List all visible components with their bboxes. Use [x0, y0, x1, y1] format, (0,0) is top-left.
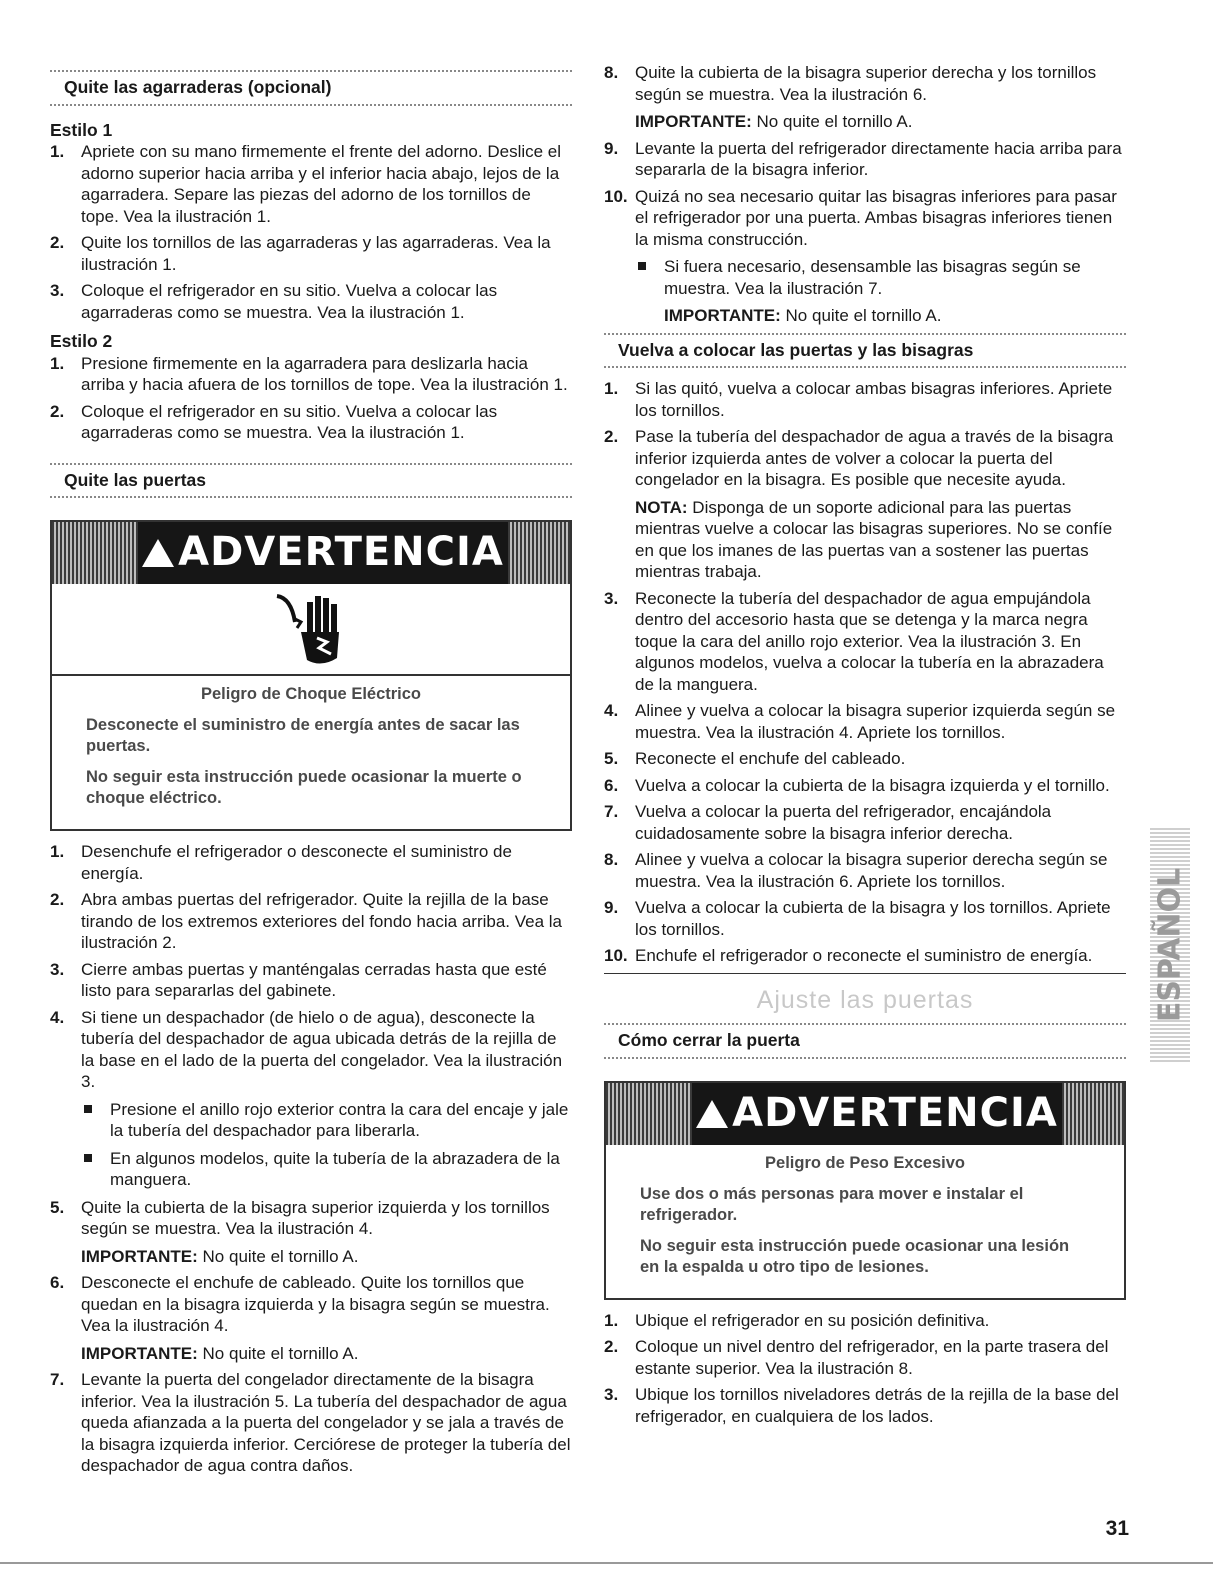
bullet-square-icon [84, 1154, 92, 1162]
section-heading-replace-doors: Vuelva a colocar las puertas y las bisagras [618, 339, 974, 360]
list-item: 2. Coloque un nivel dentro del refrigerador, en la parte trasera del estante superior. Vea la ilustración 8. [604, 1337, 1109, 1378]
list-item: 3. Cierre ambas puertas y manténgalas cerradas hasta que esté listo para separarlas del gabinete. [50, 959, 547, 1000]
style2-list [50, 353, 572, 444]
list-item: 7. Vuelva a colocar la puerta del refrigerador, encajándola cuidadosamente sobre la bisagra inferior derecha. [604, 802, 1052, 843]
remove-doors-steps [50, 841, 572, 1477]
warning-banner-text: ADVERTENCIA [732, 1089, 1058, 1136]
list-item: 9. Levante la puerta del refrigerador directamente hacia arriba para separarla de la bisagra inferior. [604, 138, 1122, 179]
list-item: 3. Coloque el refrigerador en su sitio. Vuelva a colocar las agarraderas como se muestra. Vea la ilustración 1. [50, 281, 498, 322]
list-item: 8. Alinee y vuelva a colocar la bisagra superior derecha según se muestra. Vea la ilustración 6. Apriete los tornillos. [604, 850, 1108, 891]
list-item: 3. Ubique los tornillos niveladores detrás de la rejilla de la base del refrigerador, en cualquiera de los lados. [604, 1385, 1119, 1426]
list-item: 4. Alinee y vuelva a colocar la bisagra superior izquierda según se muestra. Vea la ilustración 4. Apriete los tornillos. [604, 701, 1116, 742]
replace-doors-steps [604, 378, 1126, 967]
warning-text: Desconecte el suministro de energía antes de sacar las puertas. [86, 716, 520, 755]
warning-banner [606, 1083, 1124, 1145]
warning-banner [52, 522, 570, 584]
important-note: IMPORTANTE: No quite el tornillo A. [81, 1343, 359, 1363]
bullet-item: En algunos modelos, quite la tubería de la abrazadera de la manguera. [81, 1148, 572, 1191]
bullet-square-icon [638, 262, 646, 270]
section-heading-remove-handles: Quite las agarraderas (opcional) [64, 77, 332, 97]
page-bottom-rule [0, 1562, 1213, 1564]
subheading-style-1: Estilo 1 [50, 119, 113, 140]
bullet-list [635, 256, 1126, 327]
list-item: 2. Quite los tornillos de las agarraderas y las agarraderas. Vea la ilustración 1. [50, 233, 551, 274]
warning-title: Peligro de Peso Excesivo [765, 1153, 965, 1172]
warning-text: No seguir esta instrucción puede ocasionar la muerte o choque eléctrico. [86, 768, 522, 807]
close-door-steps [604, 1310, 1126, 1428]
list-item: 1. Presione firmemente en la agarradera para deslizarla hacia arriba y hacia afuera de los tornillos de tope. Vea la ilustración 1. [50, 353, 568, 394]
list-item: 3. Reconecte la tubería del despachador de agua empujándola dentro del accesorio hasta que se detenga y la marca negra toque la cara del anillo rojo exterior. Vea la ilustración 3. En algunos modelos, vuelva a colocar la tubería en la abrazadera de la manguera. [604, 588, 1104, 694]
list-item: 2. Coloque el refrigerador en su sitio. Vuelva a colocar las agarraderas como se muestra. Vea la ilustración 1. [50, 401, 498, 442]
warning-box-electric-shock [50, 520, 572, 831]
list-item: 9. Vuelva a colocar la cubierta de la bisagra y los tornillos. Apriete los tornillos. [604, 898, 1111, 939]
important-note: IMPORTANTE: No quite el tornillo A. [664, 306, 942, 325]
warning-text: No seguir esta instrucción puede ocasionar una lesión en la espalda u otro tipo de lesiones. [640, 1236, 1070, 1276]
divider [50, 104, 572, 106]
section-heading-close-door: Cómo cerrar la puerta [618, 1030, 800, 1050]
bullet-item: Si fuera necesario, desensamble las bisagras según se muestra. Vea la ilustración 7. IMPORTANTE: No quite el tornillo A. [635, 256, 1126, 327]
right-column [604, 0, 1126, 1432]
left-column [50, 0, 572, 1482]
list-item: 8. Quite la cubierta de la bisagra superior derecha y los tornillos según se muestra. Vea la ilustración 6. IMPORTANTE: No quite el tornillo A. [604, 62, 1126, 133]
bullet-square-icon [84, 1105, 92, 1113]
warning-title: Peligro de Choque Eléctrico [200, 685, 422, 703]
important-note: IMPORTANTE: No quite el tornillo A. [81, 1246, 359, 1266]
page-number: 31 [1105, 1517, 1129, 1540]
electric-shock-icon [52, 584, 570, 676]
list-item: 4. Si tiene un despachador (de hielo o de agua), desconecte la tubería del despachador de agua ubicada detrás de la rejilla de la base en el lado de la puerta del congelador. Vea la ilustración 3. Presione el anillo rojo exterior contra la cara del encaje y jale la tubería del despachador para liberarla. En algunos modelos, quite la tubería de la abrazadera de la manguera. [50, 1007, 572, 1191]
list-item: 1. Desenchufe el refrigerador o desconecte el suministro de energía. [50, 842, 512, 883]
list-item: 1. Ubique el refrigerador en su posición definitiva. [604, 1310, 990, 1330]
list-item: 6. Vuelva a colocar la cubierta de la bisagra izquierda y el tornillo. [604, 775, 1110, 795]
list-item: 1. Apriete con su mano firmemente el frente del adorno. Deslice el adorno superior hacia arriba y el inferior hacia abajo, lejos de la agarradera. Separe las piezas del adorno de los tornillos de tope. Vea la ilustración 1. [50, 142, 562, 226]
bullet-item: Presione el anillo rojo exterior contra la cara del encaje y jale la tubería del despachador para liberarla. [81, 1099, 572, 1142]
warning-text: Use dos o más personas para mover e instalar el refrigerador. [640, 1184, 1024, 1224]
list-item: 10. Quizá no sea necesario quitar las bisagras inferiores para pasar el refrigerador por una puerta. Ambas bisagras inferiores tienen la misma construcción. Si fuera necesario, desensamble las bisagras según se muestra. Vea la ilustración 7. IMPORTANTE: No quite el tornillo A. [604, 186, 1126, 327]
list-item: 6. Desconecte el enchufe de cableado. Quite los tornillos que quedan en la bisagra izquierda y la bisagra según se muestra. Vea la ilustración 4. IMPORTANTE: No quite el tornillo A. [50, 1272, 572, 1364]
subheading-style-2: Estilo 2 [50, 331, 113, 351]
bullet-list [81, 1099, 572, 1191]
warning-box-excessive-weight [604, 1081, 1126, 1300]
warning-banner-text: ADVERTENCIA [178, 529, 504, 576]
section-heading-remove-doors: Quite las puertas [64, 469, 206, 490]
section-watermark-title: Ajuste las puertas [756, 985, 974, 1014]
style1-list [50, 141, 572, 323]
list-item: 5. Reconecte el enchufe del cableado. [604, 749, 906, 768]
list-item: 7. Levante la puerta del congelador directamente de la bisagra inferior. Vea la ilustración 5. La tubería del despachador de agua queda afianzada a la puerta del congelador y se jala a través de la bisagra izquierda inferior. Cerciórese de proteger la tubería del despachador de agua contra daños. [50, 1370, 571, 1475]
list-item: 1. Si las quitó, vuelva a colocar ambas bisagras inferiores. Apriete los tornillos. [604, 379, 1113, 420]
list-item: 5. Quite la cubierta de la bisagra superior izquierda y los tornillos según se muestra. Vea la ilustración 4. IMPORTANTE: No quite el tornillo A. [50, 1197, 572, 1268]
important-note: IMPORTANTE: No quite el tornillo A. [635, 112, 913, 131]
language-side-tab: ESPAÑOL [1150, 828, 1190, 1062]
note: NOTA: Disponga de un soporte adicional para las puertas mientras vuelve a colocar las bisagras superiores. No se confíe en que los imanes de las puertas van a sostener las puertas mientras trabaja. [635, 497, 1113, 581]
warning-triangle-icon [142, 539, 174, 567]
list-item: 2. Pase la tubería del despachador de agua a través de la bisagra inferior izquierda antes de volver a colocar la puerta del congelador en la bisagra. Es posible que necesite ayuda. NOTA: Disponga de un soporte adicional para las puertas mientras vuelve a colocar las bisagras superiores. No se confíe en que los imanes de las puertas van a sostener las puertas mientras trabaja. [604, 426, 1126, 583]
remove-doors-steps-continued [604, 62, 1126, 327]
warning-triangle-icon [696, 1100, 728, 1128]
list-item: 10. Enchufe el refrigerador o reconecte el suministro de energía. [604, 946, 1093, 965]
list-item: 2. Abra ambas puertas del refrigerador. Quite la rejilla de la base tirando de los extremos exteriores del fondo hacia arriba. Vea la ilustración 2. [50, 890, 562, 952]
